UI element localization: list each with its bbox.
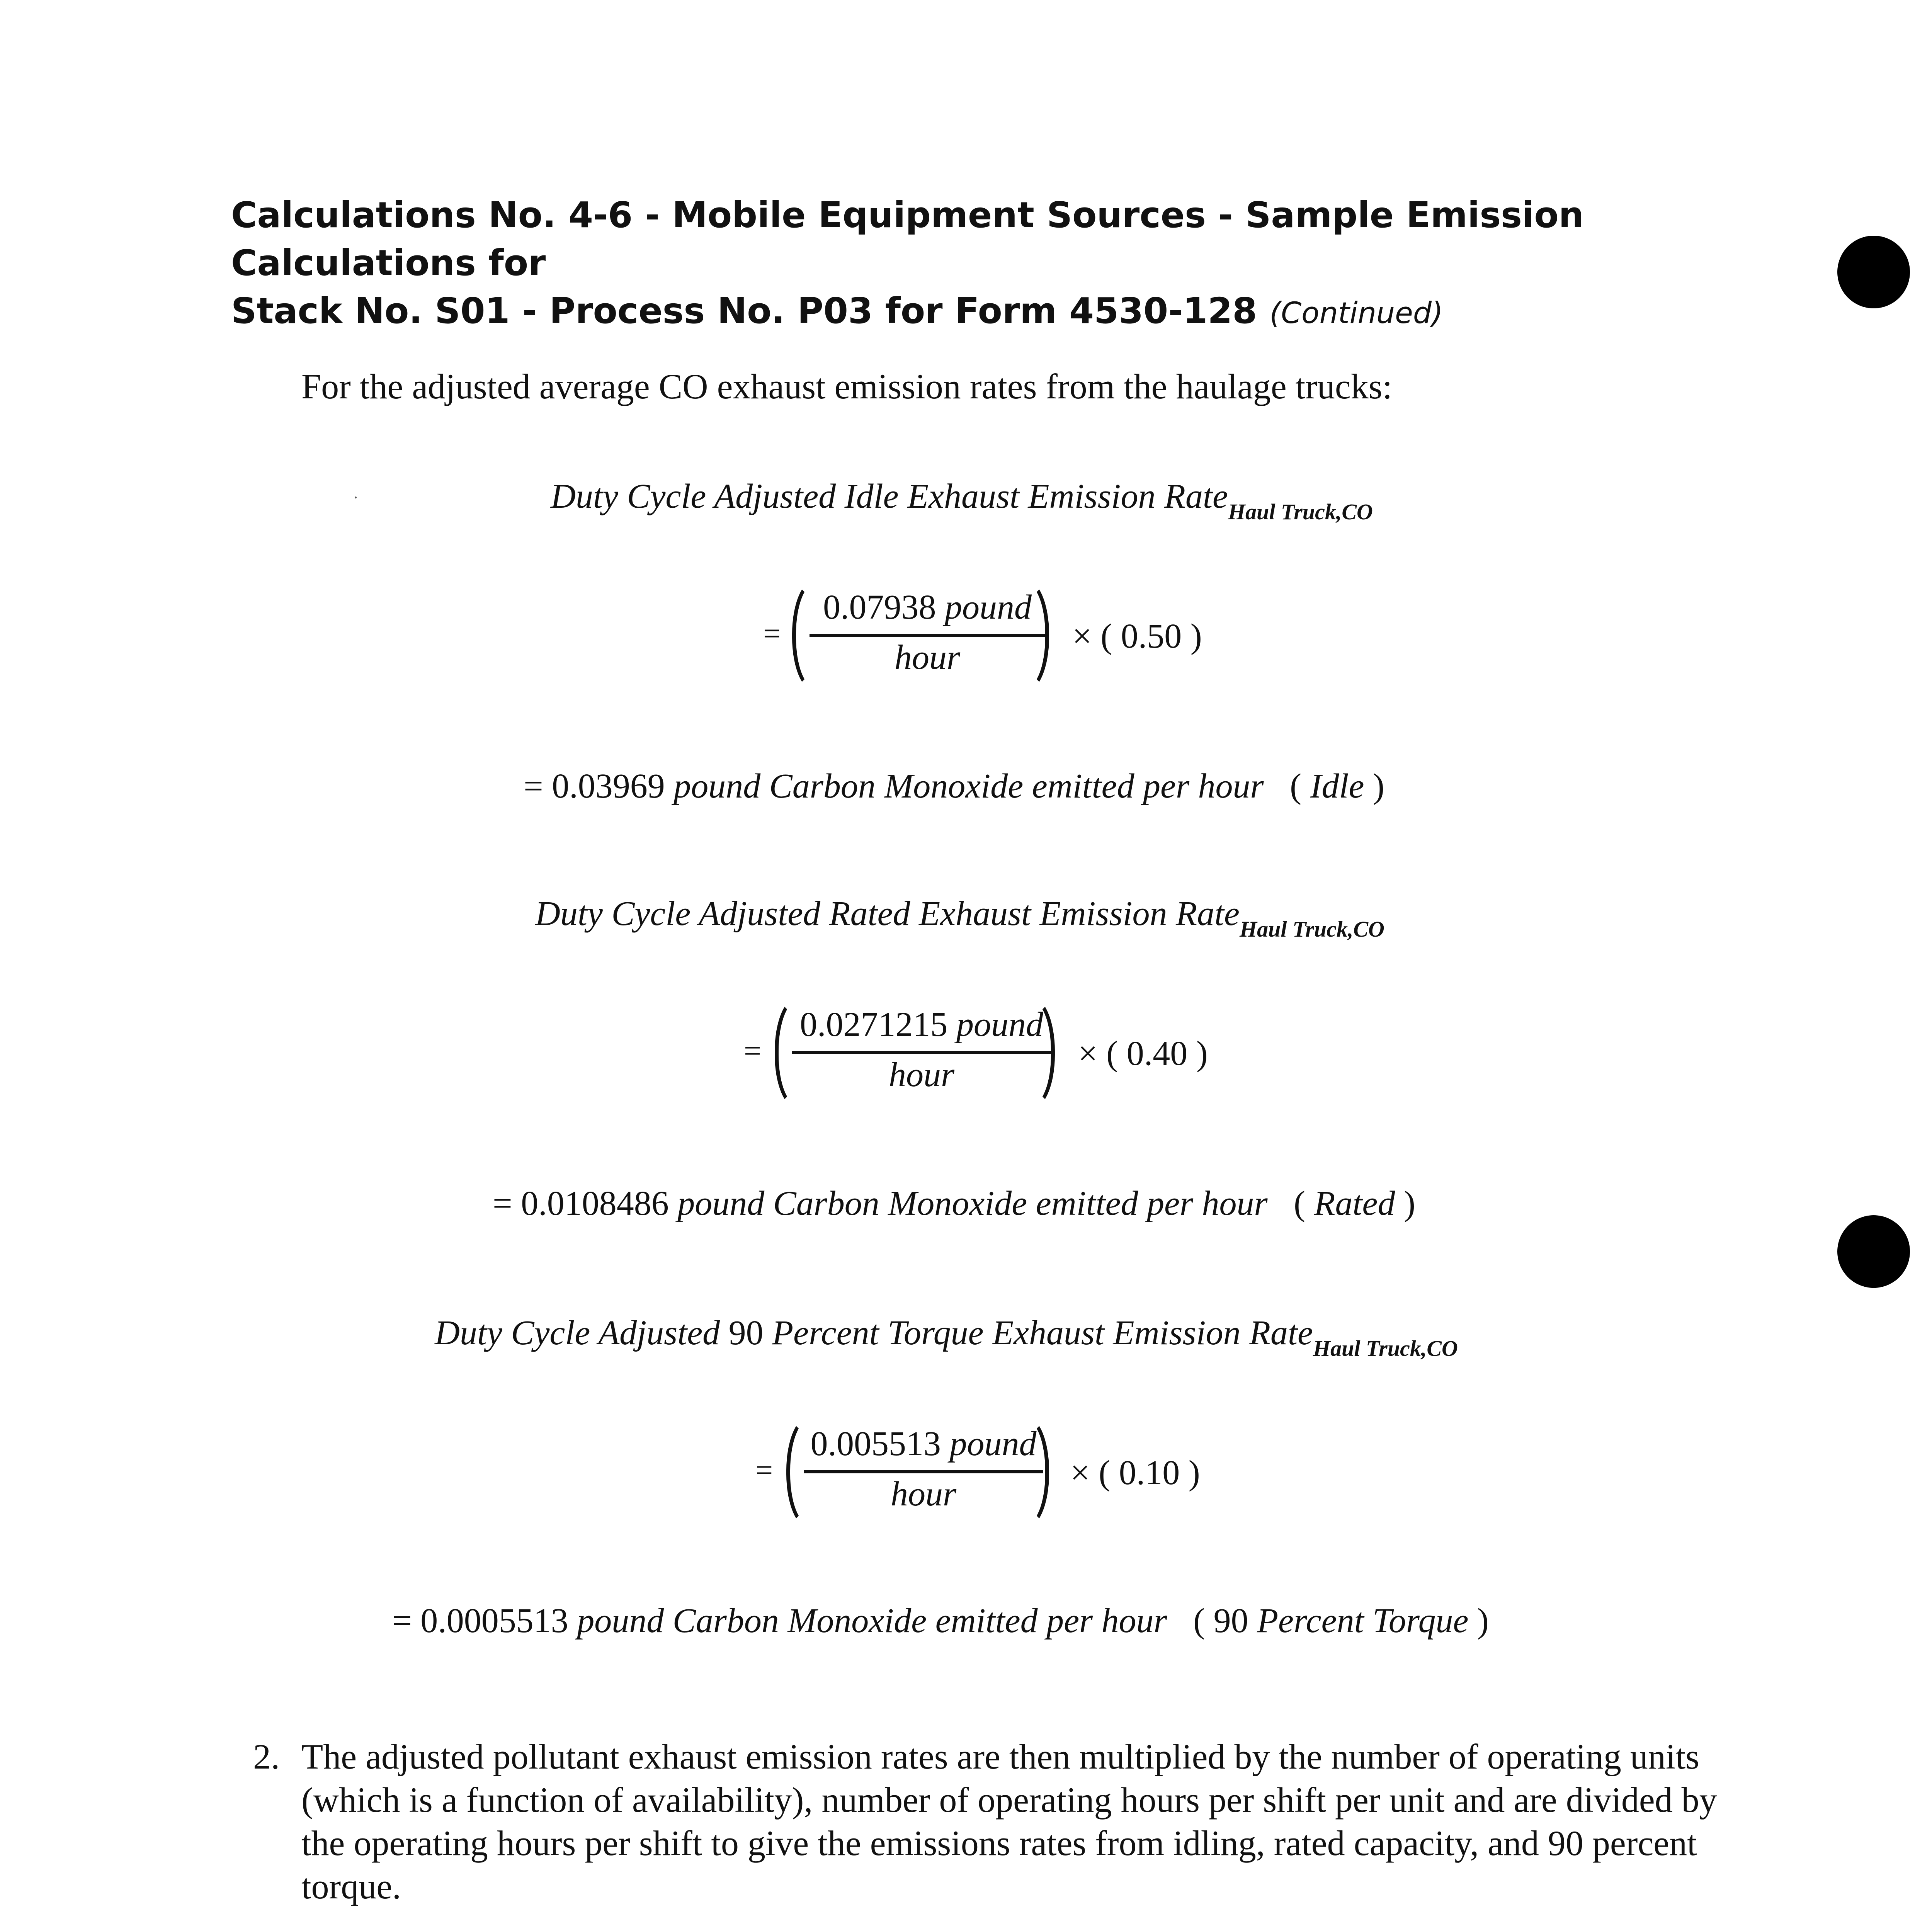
calc-rated-numerator bbox=[788, 1005, 1055, 1044]
calc-idle-result bbox=[524, 765, 1384, 808]
calc-torque-label-pre: Duty Cycle Adjusted bbox=[435, 1314, 720, 1352]
calc-idle-result-text: pound Carbon Monoxide emitted per hour bbox=[673, 767, 1264, 805]
calc-rated-result-prefix: = 0.0108486 bbox=[493, 1184, 669, 1223]
calc-rated-subscript: Haul Truck,CO bbox=[1239, 917, 1384, 942]
calc-torque-result bbox=[392, 1600, 1489, 1642]
binder-hole-middle bbox=[1837, 1215, 1910, 1288]
item-text: The adjusted pollutant exhaust emission rates are then multiplied by the number of operating units (which is a function of availability), number of operating hours per shift per unit and are divided by the operating hours per shift to give the emissions rates from idling, rated capacity, and 90 percent torque. bbox=[301, 1737, 1717, 1906]
calc-idle-numerator-unit: pound bbox=[945, 588, 1032, 626]
calc-torque-numerator-value: 0.005513 bbox=[810, 1425, 941, 1463]
calc-rated-equals: = bbox=[744, 1034, 762, 1068]
calc-idle-denominator: hour bbox=[894, 638, 961, 677]
calc-rated-denominator: hour bbox=[888, 1056, 955, 1094]
calc-torque-result-open: ( 90 bbox=[1193, 1602, 1248, 1640]
calc-idle-result-open: ( bbox=[1290, 767, 1302, 805]
calc-torque-multiplier: × ( 0.10 ) bbox=[1070, 1454, 1200, 1492]
calc-idle-fraction bbox=[763, 580, 1246, 696]
calc-idle-label bbox=[551, 475, 1373, 533]
calc-rated-label-text: Duty Cycle Adjusted Rated Exhaust Emission Rate bbox=[535, 895, 1240, 933]
calc-rated-numerator-value: 0.0271215 bbox=[800, 1005, 948, 1044]
calc-idle-numerator bbox=[806, 587, 1049, 627]
fraction-bar bbox=[792, 1051, 1051, 1054]
calc-torque-numerator bbox=[800, 1424, 1047, 1464]
calc-rated-multiplier: × ( 0.40 ) bbox=[1078, 1034, 1208, 1073]
fraction-bar bbox=[804, 1470, 1043, 1473]
calc-idle-subscript: Haul Truck,CO bbox=[1228, 499, 1373, 524]
heading-line-2 bbox=[231, 287, 1777, 337]
calc-rated-result-open: ( bbox=[1294, 1184, 1306, 1223]
calc-torque-numerator-unit: pound bbox=[949, 1425, 1037, 1463]
calc-rated-result-tag: Rated bbox=[1314, 1184, 1395, 1223]
calc-torque-result-tag: Percent Torque bbox=[1257, 1602, 1469, 1640]
calc-torque-subscript: Haul Truck,CO bbox=[1313, 1336, 1458, 1361]
calc-idle-result-tag: Idle bbox=[1310, 767, 1364, 805]
calc-rated-label bbox=[535, 893, 1384, 951]
calc-rated-numerator-unit: pound bbox=[956, 1005, 1043, 1044]
calc-torque-fraction bbox=[755, 1416, 1250, 1532]
calc-rated-fraction bbox=[744, 997, 1246, 1113]
calc-idle-numerator-value: 0.07938 bbox=[823, 588, 936, 626]
calc-idle-equals: = bbox=[763, 617, 781, 651]
heading-line-1: Calculations No. 4-6 - Mobile Equipment Sources - Sample Emission Calculations for bbox=[231, 194, 1584, 284]
heading-continued: (Continued) bbox=[1269, 296, 1443, 330]
calc-torque-label-post: Percent Torque Exhaust Emission Rate bbox=[772, 1314, 1313, 1352]
calc-idle-result-prefix: = 0.03969 bbox=[524, 767, 665, 805]
intro-paragraph: For the adjusted average CO exhaust emission rates from the haulage trucks: bbox=[301, 367, 1393, 406]
binder-hole-top bbox=[1837, 236, 1910, 308]
calc-idle-multiplier: × ( 0.50 ) bbox=[1072, 617, 1202, 655]
heading-line-2-text: Stack No. S01 - Process No. P03 for Form 4530-128 bbox=[231, 290, 1257, 332]
calc-idle-label-text: Duty Cycle Adjusted Idle Exhaust Emission Rate bbox=[551, 477, 1228, 515]
calc-torque-equals: = bbox=[755, 1453, 773, 1487]
fraction-bar bbox=[810, 634, 1045, 637]
calc-rated-result-close: ) bbox=[1404, 1184, 1415, 1223]
numbered-item-2 bbox=[253, 1735, 1752, 1908]
calc-rated-result bbox=[493, 1182, 1415, 1225]
calc-torque-label-num: 90 bbox=[728, 1314, 764, 1352]
item-number: 2. bbox=[253, 1737, 280, 1776]
calc-torque-result-close: ) bbox=[1477, 1602, 1489, 1640]
calc-torque-denominator: hour bbox=[890, 1475, 957, 1513]
calc-torque-label bbox=[435, 1312, 1458, 1370]
page-heading bbox=[231, 191, 1777, 337]
scan-speck bbox=[355, 497, 357, 498]
calc-torque-result-prefix: = 0.0005513 bbox=[392, 1602, 568, 1640]
calc-torque-result-text: pound Carbon Monoxide emitted per hour bbox=[577, 1602, 1167, 1640]
calc-rated-result-text: pound Carbon Monoxide emitted per hour bbox=[677, 1184, 1268, 1223]
calc-idle-result-close: ) bbox=[1373, 767, 1384, 805]
